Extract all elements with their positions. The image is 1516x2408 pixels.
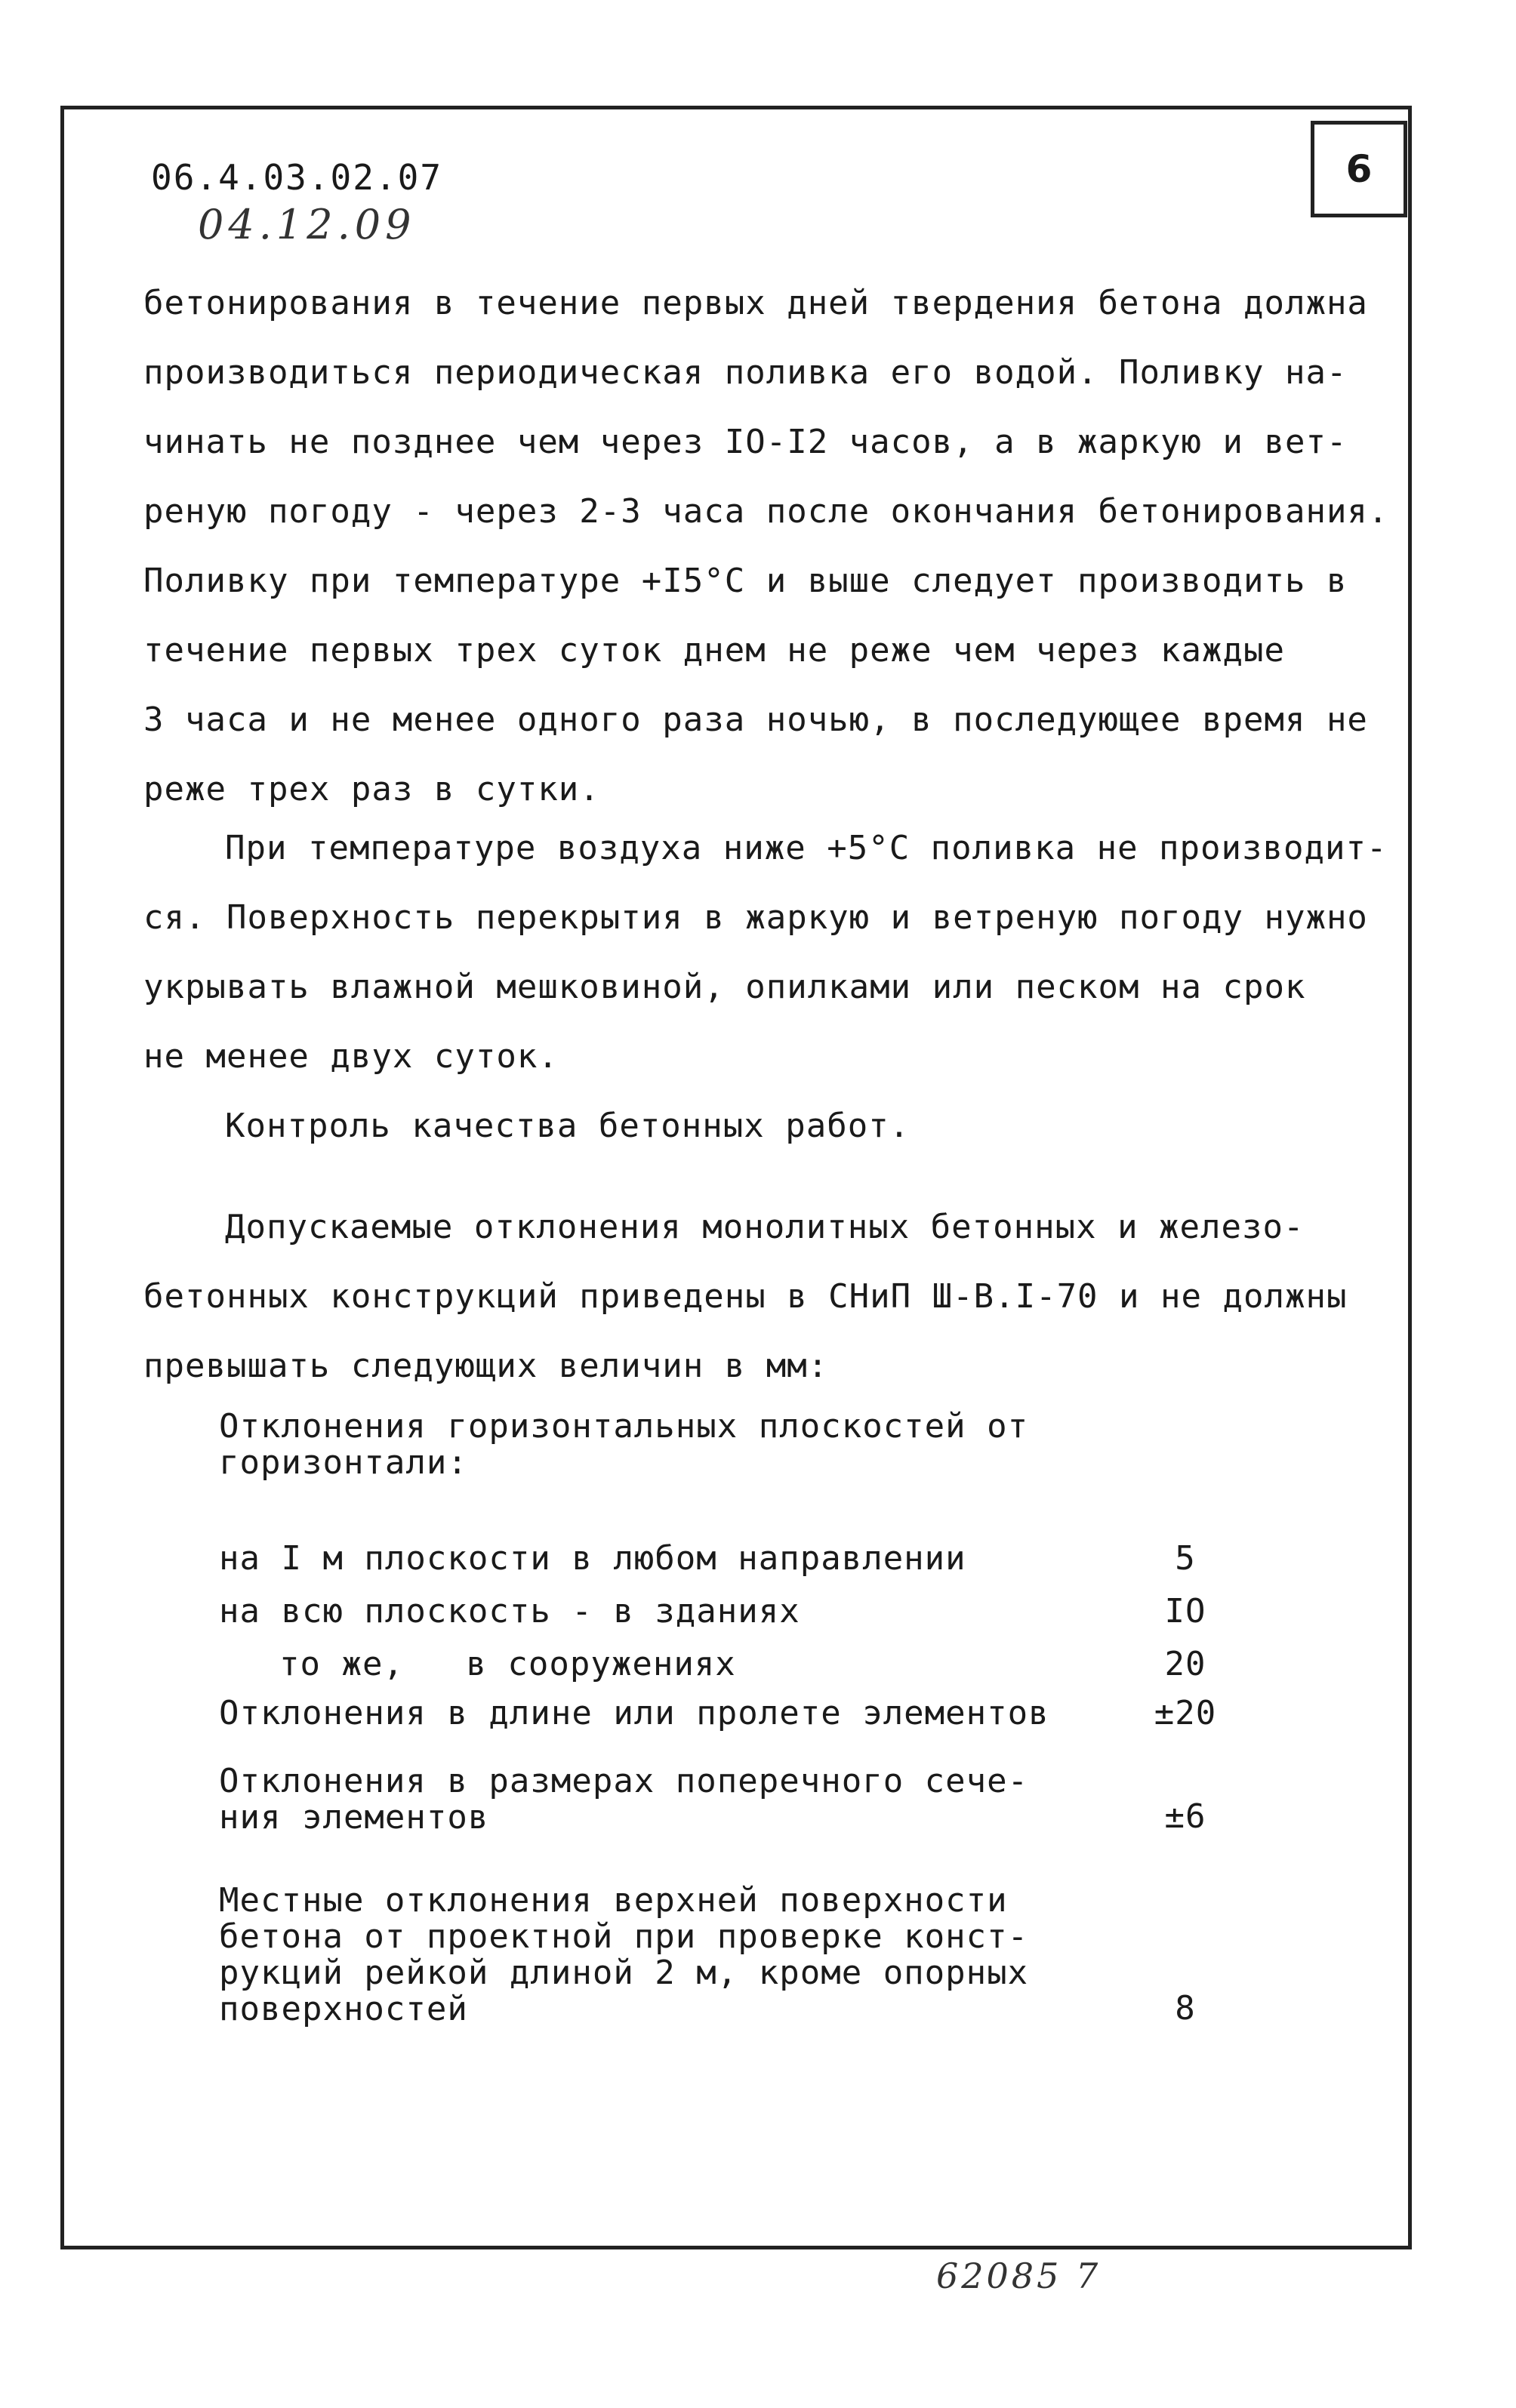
tolerance-list: [219, 1409, 1231, 1481]
text-line: Поливку при температуре +I5°C и выше следует производить в: [143, 562, 1348, 600]
tolerance-row: [219, 1883, 1231, 2028]
group-title-line: горизонтали:: [219, 1443, 468, 1482]
text-line: укрывать влажной мешковиной, опилками или песком на срок: [143, 968, 1306, 1006]
text-line: бетонирования в течение первых дней твердения бетона должна: [143, 284, 1368, 322]
surface-tolerance: [219, 1883, 1231, 2028]
group-title-line: Отклонения горизонтальных плоскостей от: [219, 1407, 1029, 1446]
document-code: 06.4.03.02.07: [151, 157, 443, 198]
tolerance-row: [219, 1578, 1231, 1630]
section-heading: Контроль качества бетонных работ.: [225, 1107, 911, 1145]
tolerance-label: то же, в сооружениях: [279, 1645, 736, 1683]
text-line: производиться периодическая поливка его водой. Поливку на-: [143, 353, 1348, 392]
paragraph-1: [143, 269, 1389, 824]
tolerance-label: поверхностей: [219, 1990, 468, 2028]
tolerance-value: 8: [1175, 1989, 1196, 2028]
tolerance-label: Отклонения в размерах поперечного сече-: [219, 1762, 1029, 1800]
tolerance-label: Местные отклонения верхней поверхности: [219, 1881, 1008, 1920]
tolerance-value: 5: [1175, 1539, 1196, 1578]
tolerance-row: [219, 1630, 1231, 1683]
page-number: 6: [1345, 147, 1373, 191]
handwritten-date: 04.12.09: [198, 201, 416, 248]
tolerance-value: IO: [1164, 1592, 1206, 1630]
tolerance-value: 20: [1164, 1645, 1206, 1683]
tolerance-label-block: [219, 1883, 1028, 2028]
text-line: ся. Поверхность перекрытия в жаркую и ветреную погоду нужно: [143, 898, 1368, 937]
text-line: превышать следующих величин в мм:: [143, 1347, 829, 1385]
tolerance-label: Отклонения в длине или пролете элементов: [219, 1694, 1049, 1732]
handwritten-footer-number: 62085 7: [936, 2256, 1102, 2296]
text-line: реже трех раз в сутки.: [143, 770, 600, 808]
tolerance-label: на всю плоскость - в зданиях: [219, 1592, 800, 1630]
group-title: [219, 1409, 1231, 1481]
tolerance-row: [219, 1525, 1231, 1578]
paragraph-3: [143, 1193, 1382, 1401]
text-line: Допускаемые отклонения монолитных бетонных и железо-: [225, 1208, 1305, 1246]
tolerance-value: ±6: [1164, 1797, 1206, 1836]
tolerance-row: [219, 1763, 1231, 1836]
tolerance-label: на I м плоскости в любом направлении: [219, 1539, 966, 1578]
page-number-box: [1311, 121, 1407, 217]
text-line: При температуре воздуха ниже +5°C поливка не производит-: [225, 829, 1388, 867]
text-line: реную погоду - через 2-3 часа после окончания бетонирования.: [143, 492, 1389, 531]
text-line: бетонных конструкций приведены в СНиП Ш-В.I-70 и не должны: [143, 1277, 1348, 1316]
tolerance-row: [219, 1694, 1231, 1732]
tolerance-label: ния элементов: [219, 1798, 489, 1837]
text-line: не менее двух суток.: [143, 1037, 559, 1076]
tolerance-label: рукций рейкой длиной 2 м, кроме опорных: [219, 1954, 1029, 1992]
tolerance-value: ±20: [1154, 1694, 1217, 1732]
tolerance-rows: [219, 1525, 1231, 1683]
length-tolerance: [219, 1694, 1231, 1732]
tolerance-label: бетона от проектной при проверке конст-: [219, 1917, 1029, 1956]
text-line: 3 часа и не менее одного раза ночью, в последующее время не: [143, 701, 1368, 739]
tolerance-label-block: [219, 1763, 1028, 1836]
text-line: течение первых трех суток днем не реже чем через каждые: [143, 631, 1285, 670]
text-line: чинать не позднее чем через IO-I2 часов, а в жаркую и вет-: [143, 423, 1348, 461]
section-tolerance: [219, 1763, 1231, 1836]
paragraph-2: [143, 814, 1388, 1092]
